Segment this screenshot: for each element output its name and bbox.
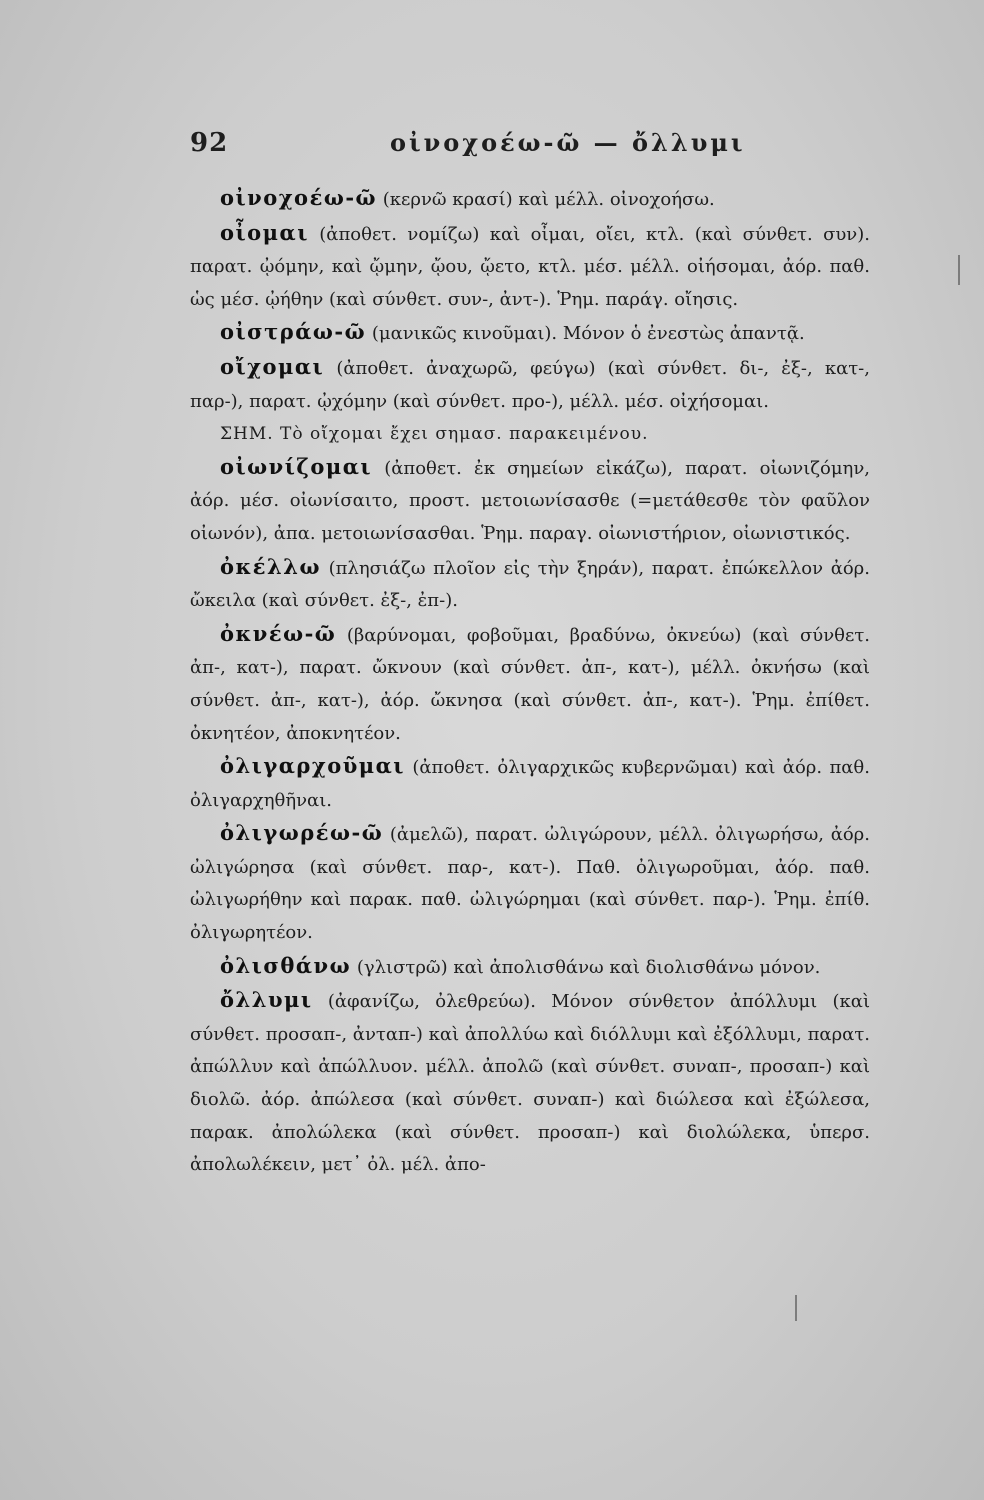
- lemma: ὀλιγωρέω-ῶ: [220, 820, 384, 846]
- page-header: [190, 128, 850, 168]
- entry-olisthano: [190, 950, 870, 985]
- lemma: ὀλιγαρχοῦμαι: [220, 753, 405, 779]
- entry-text: (ἀποθετ. νομίζω) καὶ οἶμαι, οἴει, κτλ. (καὶ σύνθετ. συν). παρατ. ᾠόμην, καὶ ᾤμην, ᾤου, ᾤετο, κτλ. μέσ. μέλλ. οἰήσομαι, ἀόρ. παθ. ὡς μέσ. ᾠήθην (καὶ σύνθετ. συν-, ἀντ-). Ῥημ. παράγ. οἴησις.: [190, 223, 870, 310]
- entry-ollymi: [190, 984, 870, 1182]
- lemma: οἰωνίζομαι: [220, 453, 373, 479]
- page-number: 92: [190, 128, 229, 158]
- entry-text: (ἀφανίζω, ὀλεθρεύω). Μόνον σύνθετον ἀπόλλυμι (καὶ σύνθετ. προσαπ-, ἀνταπ-) καὶ ἀπολλύω καὶ διόλλυμι καὶ ἐξόλλυμι, παρατ. ἀπώλλυν καὶ ἀπώλλυον. μέλλ. ἀπολῶ (καὶ σύνθετ. συναπ-, προσαπ-) καὶ διολῶ. ἀόρ. ἀπώλεσα (καὶ σύνθετ. συναπ-) καὶ διώλεσα καὶ ἐξώλεσα, παρακ. ἀπολώλεκα (καὶ σύνθετ. προσαπ-) καὶ διολώλεκα, ὑπερσ. ἀπολωλέκειν, μετ᾽ ὀλ. μέλ. ἀπο-: [190, 991, 870, 1176]
- entry-oligoreo: [190, 817, 870, 949]
- entry-oinochoeo: [190, 182, 870, 217]
- entry-oistrao: [190, 316, 870, 351]
- lemma: οἶομαι: [220, 219, 309, 245]
- entry-oligarchoumai: [190, 750, 870, 817]
- entry-oichomai: [190, 351, 870, 418]
- entry-text: (ἀμελῶ), παρατ. ὠλιγώρουν, μέλλ. ὀλιγωρήσω, ἀόρ. ὠλιγώρησα (καὶ σύνθετ. παρ-, κατ-). Παθ. ὀλιγωροῦμαι, ἀόρ. παθ. ὠλιγωρήθην καὶ παρακ. παθ. ὠλιγώρημαι (καὶ σύνθετ. παρ-). Ῥημ. ἐπίθ. ὀλιγωρητέον.: [190, 824, 870, 944]
- dictionary-entries: [190, 182, 870, 1182]
- margin-pencil-mark: [958, 255, 960, 285]
- note-text: ΣΗΜ. Τὸ οἴχομαι ἔχει σημασ. παρακειμένου.: [220, 424, 649, 445]
- entry-text: (ἀποθετ. ἐκ σημείων εἰκάζω), παρατ. οἰωνιζόμην, ἀόρ. μέσ. οἰωνίσαιτο, προστ. μετοιωνίσασθε (=μετάθεσθε τὸν φαῦλον οἰωνόν), ἀπα. μετοιωνίσασθαι. Ῥημ. παραγ. οἰωνιστήριον, οἰωνιστικός.: [190, 457, 870, 544]
- lemma: ὀκνέω-ῶ: [220, 620, 337, 646]
- lemma: ὀκέλλω: [220, 553, 321, 579]
- entry-okello: [190, 551, 870, 618]
- entry-okneo: [190, 618, 870, 750]
- entry-text: (ἀποθετ. ὀλιγαρχικῶς κυβερνῶμαι) καὶ ἀόρ. παθ. ὀλιγαρχηθῆναι.: [190, 757, 870, 811]
- entry-oionizomai: [190, 451, 870, 551]
- entry-oiomai: [190, 217, 870, 317]
- lemma: οἴχομαι: [220, 353, 325, 379]
- entry-text: (βαρύνομαι, φοβοῦμαι, βραδύνω, ὀκνεύω) (καὶ σύνθετ. ἀπ-, κατ-), παρατ. ὤκνουν (καὶ σύνθετ. ἀπ-, κατ-), μέλλ. ὀκνήσω (καὶ σύνθετ. ἀπ-, κατ-), ἀόρ. ὤκνησα (καὶ σύνθετ. ἀπ-, κατ-). Ῥημ. ἐπίθετ. ὀκνητέον, ἀποκνητέον.: [190, 624, 870, 744]
- lemma: ὄλλυμι: [220, 987, 313, 1013]
- margin-pencil-mark: [795, 1295, 797, 1321]
- lemma: οἰνοχοέω-ῶ: [220, 185, 378, 210]
- entry-note: [190, 418, 870, 451]
- running-head: οἰνοχοέω-ῶ — ὄλλυμι: [390, 128, 746, 157]
- lemma: ὀλισθάνω: [220, 952, 352, 978]
- entry-text: (κερνῶ κρασί) καὶ μέλλ. οἰνοχοήσω.: [377, 189, 715, 210]
- entry-text: (γλιστρῶ) καὶ ἀπολισθάνω καὶ διολισθάνω μόνον.: [351, 956, 821, 978]
- entry-text: (ἀποθετ. ἀναχωρῶ, φεύγω) (καὶ σύνθετ. δι-, ἐξ-, κατ-, παρ-), παρατ. ᾠχόμην (καὶ σύνθετ. προ-), μέλλ. μέσ. οἰχήσομαι.: [190, 357, 870, 412]
- entry-text: (πλησιάζω πλοῖον εἰς τὴν ξηράν), παρατ. ἐπώκελλον ἀόρ. ὤκειλα (καὶ σύνθετ. ἐξ-, ἐπ-).: [190, 557, 870, 612]
- lemma: οἰστράω-ῶ: [220, 319, 367, 345]
- entry-text: (μανικῶς κινοῦμαι). Μόνον ὁ ἐνεστὼς ἀπαντᾷ.: [366, 323, 805, 345]
